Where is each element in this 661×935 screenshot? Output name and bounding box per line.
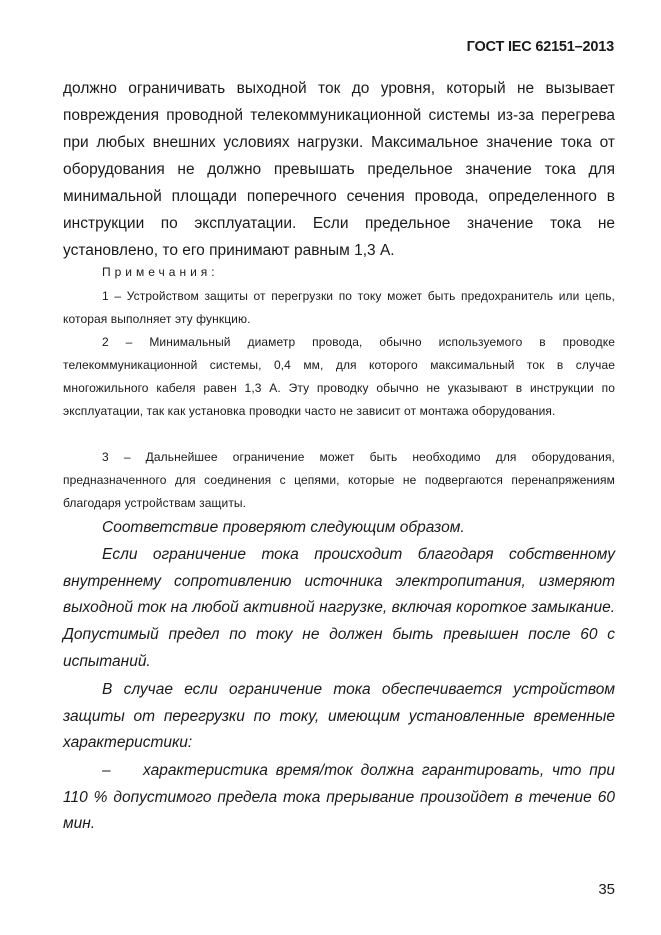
compliance-time-current-item [63,758,615,838]
compliance-intro: Соответствие проверяют следующим образом. [102,519,465,536]
note-3: 3 – Дальнейшее ограничение может быть необходимо для оборудования, предназначенного для соединения с цепями, которые не подвергаются перенапряжениям благодаря устройствам защиты. [63,450,615,510]
time-current-text: характеристика время/ток должна гарантировать, что при 110 % допустимого предела тока прерывание произойдет в течение 60 мин. [63,762,615,833]
document-code-header: ГОСТ IEC 62151–2013 [466,39,614,55]
body-paragraph-current-limit: должно ограничивать выходной ток до уровня, который не вызывает повреждения проводной телекоммуникационной системы из-за перегрева при любых внешних условиях нагрузки. Максимальное значение тока от оборудования не должно превышать предельное значение тока для минимальной площади поперечного сечения провода, определенного в инструкции по эксплуатации. Если предельное значение тока не установлено, то его принимают равным 1,3 А. [63,80,615,259]
list-dash: – [102,762,111,779]
notes-heading: Примечания: [102,265,219,279]
note-2: 2 – Минимальный диаметр провода, обычно используемого в проводке телекоммуникационной системы, 0,4 мм, для которого максимальный ток в случае многожильного кабеля равен 1,3 А. Эту проводку обычно не указывают в инструкции по эксплуатации, так как установка проводки часто не зависит от монтажа оборудования. [63,335,615,418]
note-1: 1 – Устройством защиты от перегрузки по току может быть предохранитель или цепь, которая выполняет эту функцию. [63,289,615,326]
page-number: 35 [598,881,615,898]
compliance-internal-resistance: Если ограничение тока происходит благодаря собственному внутреннему сопротивлению источника электропитания, измеряют выходной ток на любой активной нагрузке, включая короткое замыкание. Допустимый предел по току не должен быть превышен после 60 с испытаний. [63,546,615,670]
compliance-protective-device: В случае если ограничение тока обеспечивается устройством защиты от перегрузки по току, имеющим установленные временные характеристики: [63,681,615,752]
